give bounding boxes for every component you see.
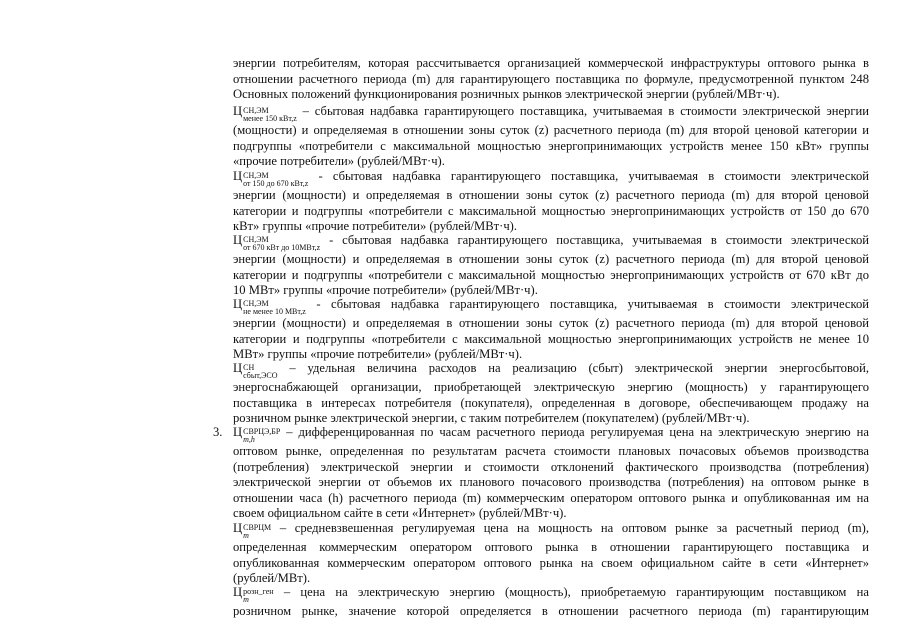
text-line: розничном рынке, значение которой определяется в отношении расчетного периода (m) гарантирующим (233, 604, 869, 618)
price-symbol: Ц СН,ЭМ менее 150 кВт,z (233, 104, 297, 123)
text-line: (рублей/МВт). (233, 571, 311, 586)
text-line: оптовом рынке, определенная по результатам расчета стоимости плановых почасовых объемов производства (233, 444, 869, 458)
definition-first-line: Ц СН,ЭМ от 670 кВт до 10МВт,z - сбытовая надбавка гарантирующего поставщика, учитываемая в стоимости электрической (233, 233, 869, 252)
text-line: категории и подгруппы «потребители с максимальной мощностью энергопринимающих устройств от 670 кВт до (233, 267, 869, 282)
text-line: поставщика в интересах потребителя (покупателя), определенная в договоре, обеспечивающем продажу на (233, 395, 869, 410)
text-line: розничном рынке электрической энергии, с таким потребителем (покупателем) (рублей/МВт·ч). (233, 411, 750, 426)
text-line: энергии (мощности) и определяемая в отношении зоны суток (z) расчетного периода (m) для второй ценовой (233, 188, 869, 202)
text-line: категории и подгруппы «потребители с максимальной мощностью энергопринимающих устройств не менее 10 (233, 331, 869, 346)
price-symbol: Ц СН,ЭМ от 150 до 670 кВт,z (233, 169, 309, 188)
text-line: электрической энергии от объемов их планового почасового производства (потребления) на оптовом рынке в (233, 475, 869, 490)
definition-first-line: Ц СВРЦЭ,БР m,h – дифференцированная по часам расчетного периода регулируемая цена на электрическую энергию на (233, 425, 869, 444)
definition-retail-generation-price (233, 585, 869, 620)
text-line: (мощности) и определяемая в отношении зоны суток (z) расчетного периода (m) для второй ценовой категории и (233, 123, 869, 137)
text-line: (потребления) электрической энергии и стоимости отклонений фактического производства (потребления) (233, 459, 869, 474)
price-symbol: Ц розн_ген m (233, 585, 274, 604)
price-symbol: Ц СВРЦЭ,БР m,h (233, 425, 281, 444)
text-line: категории и подгруппы «потребители с максимальной мощностью энергопринимающих устройств от 150 до 670 (233, 203, 869, 218)
definition-150-to-670kw (233, 169, 869, 235)
definition-hourly-regulated-price (233, 425, 869, 522)
text-line: энергии (мощности) и определяемая в отношении зоны суток (z) расчетного периода (m) для второй ценовой (233, 252, 869, 266)
text-line: Основных положений функционирования розничных рынков электрической энергии (рублей/МВт·ч). (233, 87, 780, 102)
text-line: опубликованная коммерческим оператором оптового рынка на своем официальном сайте в сети «Интернет» (233, 555, 869, 570)
text-line: определенная коммерческим оператором оптового рынка в отношении гарантирующего поставщика и (233, 540, 869, 554)
definition-first-line: Ц СВРЦМ m – средневзвешенная регулируемая цена на мощность на оптовом рынке за расчетный период (m), (233, 521, 869, 540)
definition-under-150kw (233, 104, 869, 170)
text-line: своем официальном сайте в сети «Интернет» (рублей/МВт·ч). (233, 506, 567, 521)
definition-sales-cost-eso (233, 361, 869, 427)
definition-670kw-to-10mw (233, 233, 869, 299)
text-line: энергии (мощности) и определяемая в отношении зоны суток (z) расчетного периода (m) для второй ценовой (233, 316, 869, 330)
text-line: 10 МВт» группы «прочие потребители» (рублей/МВт·ч). (233, 283, 538, 298)
definition-first-line: Ц розн_ген m – цена на электрическую энергию (мощность), приобретаемую гарантирующим поставщиком на (233, 585, 869, 604)
price-symbol: Ц СВРЦМ m (233, 521, 272, 540)
definition-first-line: Ц СН сбыт,ЭСО – удельная величина расходов на реализацию (сбыт) электрической энергии энергосбытовой, (233, 361, 869, 380)
definition-first-line: Ц СН,ЭМ менее 150 кВт,z – сбытовая надбавка гарантирующего поставщика, учитываемая в стоимости электрической энергии (233, 104, 869, 123)
definition-over-10mw (233, 297, 869, 363)
definition-capacity-price (233, 521, 869, 587)
definition-first-line: Ц СН,ЭМ не менее 10 МВт,z - сбытовая надбавка гарантирующего поставщика, учитываемая в стоимости электрической (233, 297, 869, 316)
text-line: кВт» группы «прочие потребители» (рублей/МВт·ч). (233, 219, 518, 234)
text-line: подгруппы «потребители с максимальной мощностью энергопринимающих устройств менее 150 кВт» группы (233, 138, 869, 153)
item-number: 3. (213, 425, 223, 439)
definition-first-line: Ц СН,ЭМ от 150 до 670 кВт,z - сбытовая надбавка гарантирующего поставщика, учитываемая в стоимости электрической (233, 169, 869, 188)
text-line: энергоснабжающей организации, приобретающей электрическую энергию (мощность) у гарантирующего (233, 380, 869, 394)
text-line: отношении часа (h) расчетного периода (m) коммерческим оператором оптового рынка и опубликованная им на (233, 490, 869, 505)
paragraph-continuation (233, 56, 869, 103)
text-line: МВт» группы «прочие потребители» (рублей/МВт·ч). (233, 347, 523, 362)
text-line: «прочие потребители» (рублей/МВт·ч). (233, 154, 445, 169)
text-line: энергии потребителям, которая рассчитывается организацией коммерческой инфраструктуры оптового рынка в (233, 56, 869, 70)
price-symbol: Ц СН,ЭМ от 670 кВт до 10МВт,z (233, 233, 321, 252)
price-symbol: Ц СН сбыт,ЭСО (233, 361, 278, 380)
text-line: отношении расчетного периода (m) для гарантирующего поставщика по формуле, предусмотренной пунктом 248 (233, 71, 869, 86)
price-symbol: Ц СН,ЭМ не менее 10 МВт,z (233, 297, 306, 316)
